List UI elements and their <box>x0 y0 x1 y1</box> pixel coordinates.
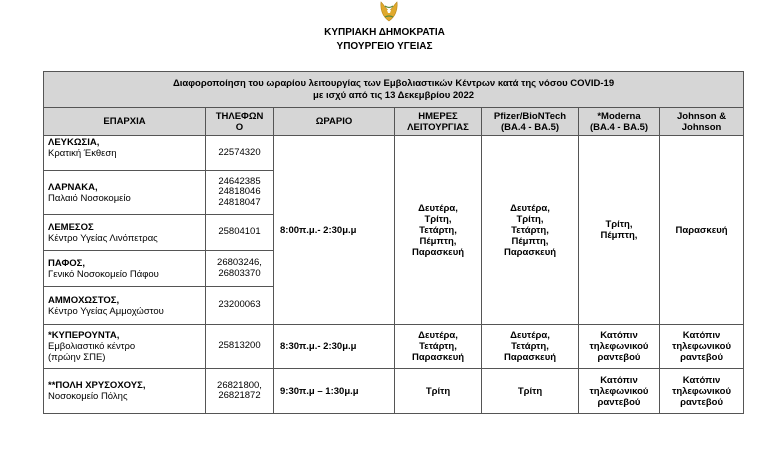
table-row <box>44 325 744 369</box>
table-banner <box>44 72 744 108</box>
table-row <box>44 369 744 414</box>
phone-cell: 24642385 24818046 24818047 <box>206 171 274 215</box>
moderna-cell: Κατόπιν τηλεφωνικού ραντεβού <box>579 325 660 369</box>
col-district: ΕΠΑΡΧΙΑ <box>44 108 206 136</box>
phone-cell: 26821800, 26821872 <box>206 369 274 414</box>
phone-cell: 22574320 <box>206 136 274 171</box>
district-cell: *ΚΥΠΕΡΟΥΝΤΑ, Εμβολιαστικό κέντρο (πρώην ΣΠΕ) <box>44 325 206 369</box>
phone-cell: 26803246, 26803370 <box>206 251 274 287</box>
table-row <box>44 136 744 171</box>
col-hours: ΩΡΑΡΙΟ <box>274 108 395 136</box>
banner-line-1: Διαφοροποίηση του ωραρίου λειτουργίας των Εμβολιαστικών Κέντρων κατά της νόσου COVID-19 <box>172 77 615 89</box>
col-pfizer: Pfizer/BioNTech (BA.4 - BA.5) <box>482 108 579 136</box>
banner-line-2: με ισχύ από τις 13 Δεκεμβρίου 2022 <box>313 89 475 101</box>
johnson-cell: Κατόπιν τηλεφωνικού ραντεβού <box>660 369 744 414</box>
days-cell: Δευτέρα, Τετάρτη, Παρασκευή <box>395 325 482 369</box>
phone-cell: 23200063 <box>206 287 274 325</box>
johnson-cell: Κατόπιν τηλεφωνικού ραντεβού <box>660 325 744 369</box>
hours-cell: 9:30π.μ – 1:30μ.μ <box>274 369 395 414</box>
days-cell: Δευτέρα, Τρίτη, Τετάρτη, Πέμπτη, Παρασκευή <box>395 136 482 325</box>
days-cell: Τρίτη <box>395 369 482 414</box>
col-johnson: Johnson & Johnson <box>660 108 744 136</box>
pfizer-cell: Τρίτη <box>482 369 579 414</box>
col-days: ΗΜΕΡΕΣ ΛΕΙΤΟΥΡΓΙΑΣ <box>395 108 482 136</box>
republic-title: ΚΥΠΡΙΑΚΗ ΔΗΜΟΚΡΑΤΙΑ <box>324 27 445 38</box>
moderna-cell: Τρίτη, Πέμπτη, <box>579 136 660 325</box>
hours-cell: 8:00π.μ.- 2:30μ.μ <box>274 136 395 325</box>
pfizer-cell: Δευτέρα, Τρίτη, Τετάρτη, Πέμπτη, Παρασκευή <box>482 136 579 325</box>
district-cell: ΛΕΥΚΩΣΙΑ, Κρατική Έκθεση <box>44 136 206 171</box>
district-cell: **ΠΟΛΗ ΧΡΥΣΟΧΟΥΣ, Νοσοκομείο Πόλης <box>44 369 206 414</box>
phone-cell: 25813200 <box>206 325 274 369</box>
district-cell: ΑΜΜΟΧΩΣΤΟΣ, Κέντρο Υγείας Αμμοχώστου <box>44 287 206 325</box>
district-cell: ΛΕΜΕΣΟΣ Κέντρο Υγείας Λινόπετρας <box>44 215 206 251</box>
johnson-cell: Παρασκευή <box>660 136 744 325</box>
coat-of-arms-icon <box>377 0 401 22</box>
col-phone: ΤΗΛΕΦΩΝ Ο <box>206 108 274 136</box>
phone-cell: 25804101 <box>206 215 274 251</box>
ministry-title: ΥΠΟΥΡΓΕΙΟ ΥΓΕΙΑΣ <box>336 41 433 52</box>
pfizer-cell: Δευτέρα, Τετάρτη, Παρασκευή <box>482 325 579 369</box>
district-cell: ΠΑΦΟΣ, Γενικό Νοσοκομείο Πάφου <box>44 251 206 287</box>
hours-cell: 8:30π.μ.- 2:30μ.μ <box>274 325 395 369</box>
vaccination-schedule-table <box>43 71 744 414</box>
moderna-cell: Κατόπιν τηλεφωνικού ραντεβού <box>579 369 660 414</box>
col-moderna: *Moderna (BA.4 - BA.5) <box>579 108 660 136</box>
district-cell: ΛΑΡΝΑΚΑ, Παλαιό Νοσοκομείο <box>44 171 206 215</box>
